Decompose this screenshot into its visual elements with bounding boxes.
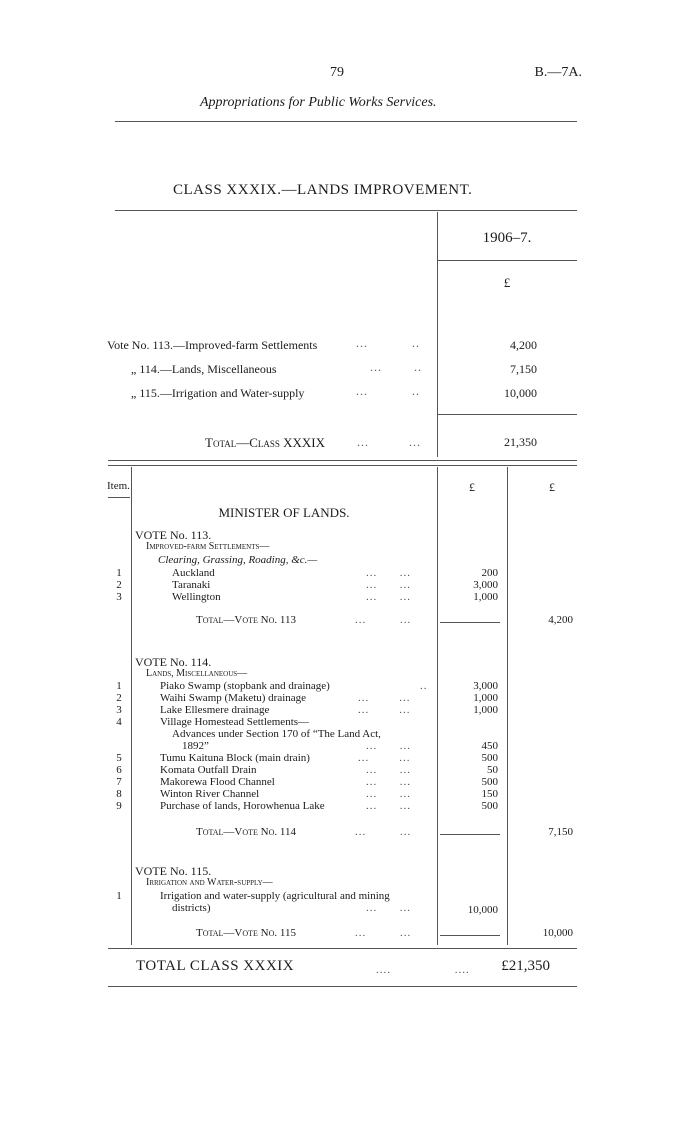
- grand-total-amount: £21,350: [501, 958, 550, 974]
- item-number: 1: [116, 680, 122, 692]
- item-label-continuation: 1892”: [182, 740, 209, 752]
- vote-subheading: Improved-farm Settlements—: [146, 541, 270, 552]
- item-label: Village Homestead Settlements—: [160, 716, 310, 728]
- vote-sub-subheading: Clearing, Grassing, Roading, &c.—: [158, 554, 318, 566]
- item-label: Waihi Swamp (Maketu) drainage: [160, 692, 307, 704]
- leader-dots: ... ...: [366, 740, 411, 752]
- vote-subheading: Irrigation and Water-supply—: [146, 877, 273, 888]
- leader-dots: ... ...: [366, 579, 411, 591]
- item-amount: 10,000: [467, 904, 498, 916]
- item-label: Makorewa Flood Channel: [160, 776, 275, 788]
- grand-total-bottom-rule: [108, 986, 577, 987]
- vote-total-amount: 10,000: [542, 927, 573, 939]
- header-rule: [115, 121, 577, 122]
- subtotal-rule: [440, 834, 500, 835]
- item-amount: 1,000: [473, 704, 498, 716]
- item-number: 8: [116, 788, 122, 800]
- item-label: Irrigation and water-supply (agricultural and mining: [160, 890, 390, 902]
- summary-total-rule: [437, 414, 577, 415]
- leader-dots: ... ...: [355, 614, 412, 626]
- total-column-divider: [507, 467, 508, 945]
- item-number: 4: [116, 716, 122, 728]
- leader-dots: ... ..: [356, 384, 420, 398]
- summary-total-amount: 21,350: [504, 435, 537, 449]
- leader-dots: ... ...: [355, 927, 412, 939]
- vote-title: VOTE No. 115.: [135, 864, 212, 878]
- grand-total-label: TOTAL CLASS XXXIX: [136, 958, 295, 974]
- summary-bottom-rule: [108, 460, 577, 461]
- leader-dots: .... ....: [376, 964, 470, 976]
- item-number: 6: [116, 764, 122, 776]
- summary-row-amount: 4,200: [510, 338, 537, 352]
- amount-column-divider: [437, 467, 438, 945]
- item-label: Taranaki: [172, 579, 211, 591]
- item-number: 1: [116, 567, 122, 579]
- item-amount: 1,000: [473, 591, 498, 603]
- document-reference: B.—7A.: [534, 65, 582, 80]
- item-amount: 500: [481, 800, 498, 812]
- summary-row-label: Vote No. 113.—Improved-farm Settlements: [107, 338, 318, 352]
- leader-dots: ... ...: [366, 591, 411, 603]
- item-amount: 50: [487, 764, 498, 776]
- leader-dots: ... ...: [366, 764, 411, 776]
- item-number: 7: [116, 776, 122, 788]
- item-label: Auckland: [172, 567, 215, 579]
- item-column-divider: [131, 467, 132, 945]
- leader-dots: ... ...: [366, 902, 411, 914]
- leader-dots: ... ...: [357, 435, 421, 449]
- leader-dots: ... ...: [358, 704, 411, 716]
- item-label: Komata Outfall Drain: [160, 764, 257, 776]
- summary-row-amount: 7,150: [510, 362, 537, 376]
- vote-subheading: Lands, Miscellaneous—: [146, 668, 248, 679]
- item-amount: 500: [481, 776, 498, 788]
- vote-title: VOTE No. 113.: [135, 528, 212, 542]
- item-amount: 3,000: [473, 680, 498, 692]
- item-amount: 1,000: [473, 692, 498, 704]
- item-column-header: Item.: [107, 480, 130, 492]
- leader-dots: ... ...: [358, 752, 411, 764]
- summary-year-rule: [437, 260, 577, 261]
- item-amount: 450: [481, 740, 498, 752]
- item-amount: 150: [481, 788, 498, 800]
- subtotal-rule: [440, 622, 500, 623]
- item-label: Tumu Kaituna Block (main drain): [160, 752, 310, 764]
- grand-total-top-rule: [108, 948, 577, 949]
- item-label: Winton River Channel: [160, 788, 260, 800]
- item-number: 2: [116, 579, 122, 591]
- vote-total-label: Total—Vote No. 114: [196, 826, 296, 838]
- summary-row-label: „ 114.—Lands, Miscellaneous: [131, 362, 277, 376]
- leader-dots: ... ...: [355, 826, 412, 838]
- item-label-continuation: Advances under Section 170 of “The Land Act,: [172, 728, 381, 740]
- summary-year: 1906–7.: [482, 230, 532, 246]
- page-number: 79: [330, 65, 344, 80]
- summary-currency: £: [503, 275, 511, 290]
- item-number: 9: [116, 800, 122, 812]
- vote-total-amount: 7,150: [548, 826, 573, 838]
- item-number: 3: [116, 704, 122, 716]
- total-column-currency: £: [549, 480, 555, 494]
- leader-dots: ... ..: [370, 360, 422, 374]
- vote-total-label: Total—Vote No. 113: [196, 614, 296, 626]
- class-title-rule: [115, 210, 577, 211]
- item-amount: 200: [481, 567, 498, 579]
- running-title: Appropriations for Public Works Services.: [200, 95, 437, 110]
- item-number: 5: [116, 752, 122, 764]
- class-title: CLASS XXXIX.—LANDS IMPROVEMENT.: [173, 182, 473, 198]
- vote-total-amount: 4,200: [548, 614, 573, 626]
- summary-row-label: „ 115.—Irrigation and Water-supply: [131, 386, 305, 400]
- item-number: 1: [116, 890, 122, 902]
- leader-dots: ... ..: [356, 336, 420, 350]
- leader-dots: ... ...: [366, 800, 411, 812]
- item-label-continuation: districts): [172, 902, 211, 914]
- item-header-rule: [108, 497, 130, 498]
- minister-heading: MINISTER OF LANDS.: [218, 505, 350, 520]
- item-label: Lake Ellesmere drainage: [160, 704, 270, 716]
- summary-bottom-rule: [108, 465, 577, 466]
- leader-dots: ... ...: [366, 567, 411, 579]
- vote-total-label: Total—Vote No. 115: [196, 927, 296, 939]
- summary-total-label: Total—Class XXXIX: [205, 435, 326, 450]
- leader-dots: ... ...: [366, 776, 411, 788]
- item-label: Piako Swamp (stopbank and drainage): [160, 680, 330, 692]
- amount-column-currency: £: [469, 480, 475, 494]
- subtotal-rule: [440, 935, 500, 936]
- item-label: Purchase of lands, Horowhenua Lake: [160, 800, 325, 812]
- leader-dots: ... ...: [366, 788, 411, 800]
- summary-row-amount: 10,000: [504, 386, 537, 400]
- summary-column-divider: [437, 212, 438, 457]
- item-number: 2: [116, 692, 122, 704]
- item-amount: 3,000: [473, 579, 498, 591]
- leader-dots: ... ...: [358, 692, 411, 704]
- item-number: 3: [116, 591, 122, 603]
- leader-dots: ..: [420, 680, 428, 692]
- item-amount: 500: [481, 752, 498, 764]
- vote-title: VOTE No. 114.: [135, 655, 212, 669]
- item-label: Wellington: [172, 591, 221, 603]
